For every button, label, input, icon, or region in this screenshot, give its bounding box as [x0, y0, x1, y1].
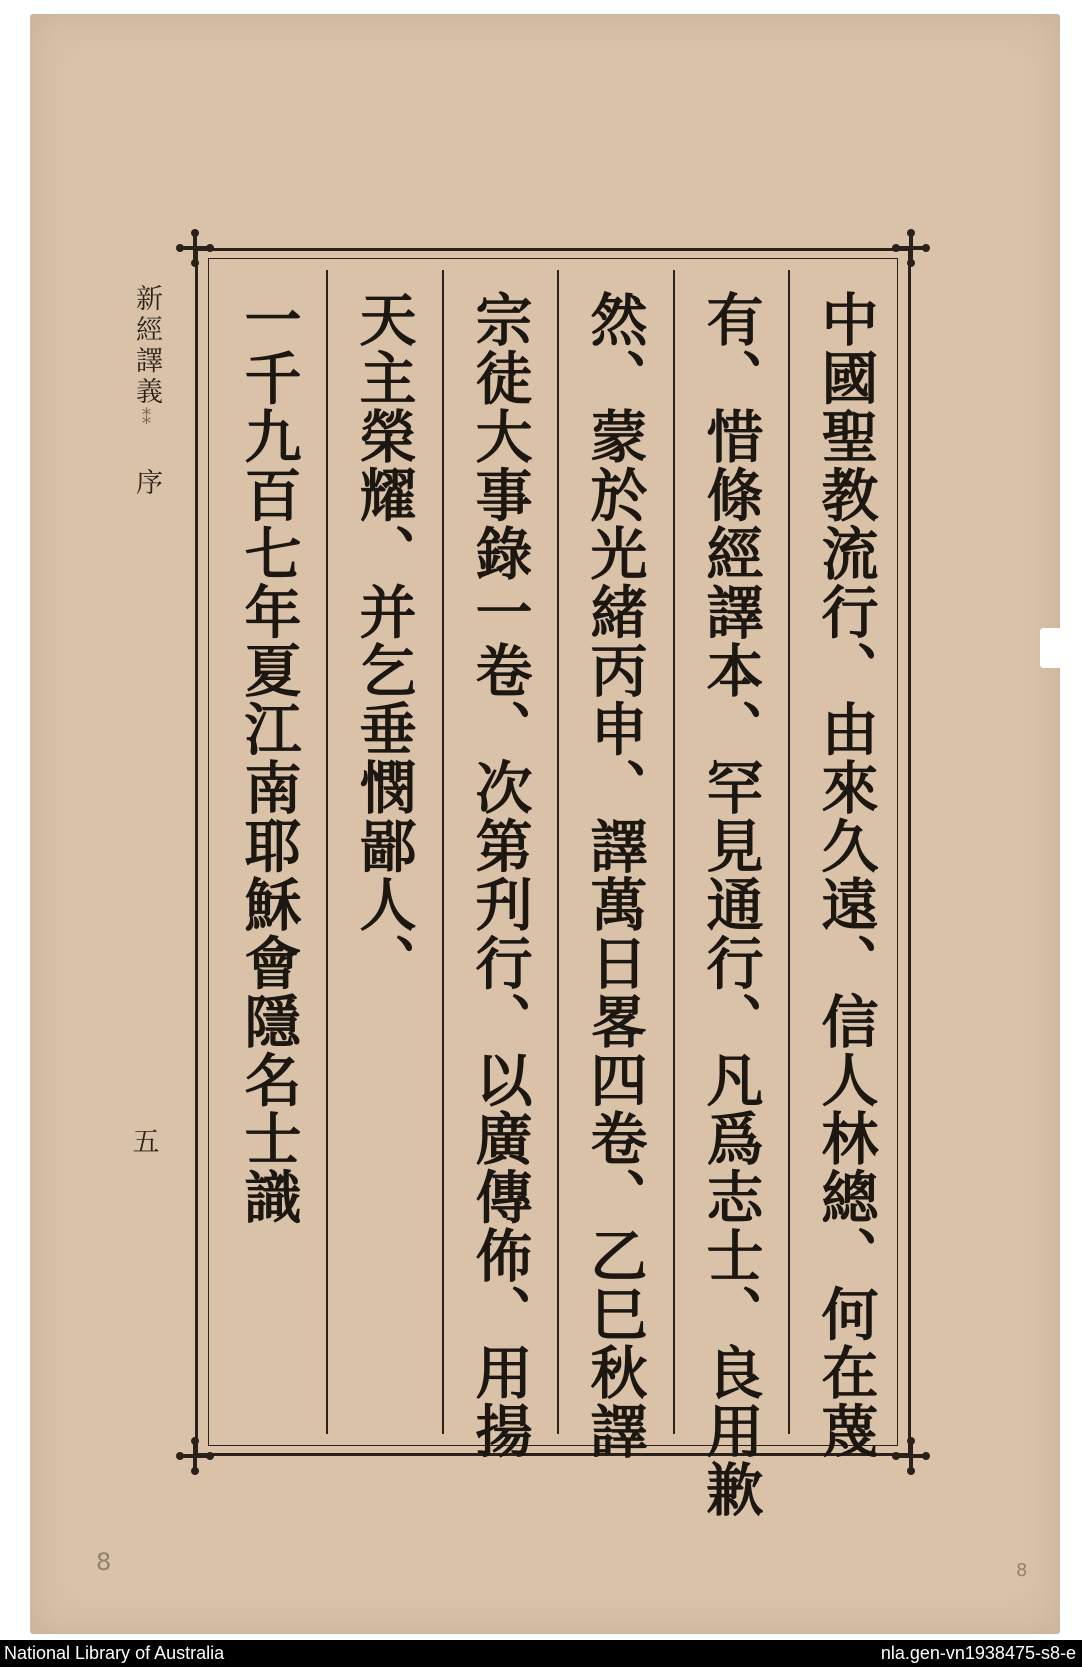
running-section: 序 — [131, 468, 162, 499]
page-number: 五 — [132, 1127, 160, 1158]
running-title: 新經譯義 — [131, 284, 162, 408]
column-divider — [673, 270, 675, 1434]
text-column-4: 宗徒大事錄一卷、次第刋行、以廣傳佈、用揚 — [466, 290, 533, 1460]
column-divider — [557, 270, 559, 1434]
corner-ornament-top-left — [175, 228, 215, 268]
text-column-1: 中國聖教流行、由來久遠、信人林總、何在蔑 — [812, 290, 879, 1460]
text-column-3: 然、蒙於光緒丙申、譯萬日畧四卷、乙巳秋譯 — [581, 290, 648, 1460]
column-divider — [326, 270, 328, 1434]
corner-ornament-bottom-left — [175, 1436, 215, 1476]
column-divider — [442, 270, 444, 1434]
footer-source: National Library of Australia — [4, 1643, 225, 1663]
corner-ornament-top-right — [891, 228, 931, 268]
running-head — [126, 284, 166, 499]
corner-ornament-bottom-right — [891, 1436, 931, 1476]
pencil-mark-left: 8 — [96, 1548, 112, 1576]
running-mark: ⁑ — [136, 408, 157, 433]
page-notch — [1040, 628, 1066, 668]
inner-frame — [208, 258, 898, 1446]
column-divider — [788, 270, 790, 1434]
pencil-mark-right: 8 — [1016, 1560, 1028, 1581]
footer-bar — [0, 1640, 1082, 1667]
footer-identifier: nla.gen-vn1938475-s8-e — [880, 1643, 1076, 1663]
text-column-2: 有、惜條經譯本、罕見通行、凡爲志士、良用歉 — [697, 290, 764, 1519]
text-column-6: 一千九百七年夏江南耶穌會隱名士識 — [235, 290, 302, 1226]
text-column-5: 天主榮耀、并乞垂憫鄙人、 — [350, 290, 417, 992]
